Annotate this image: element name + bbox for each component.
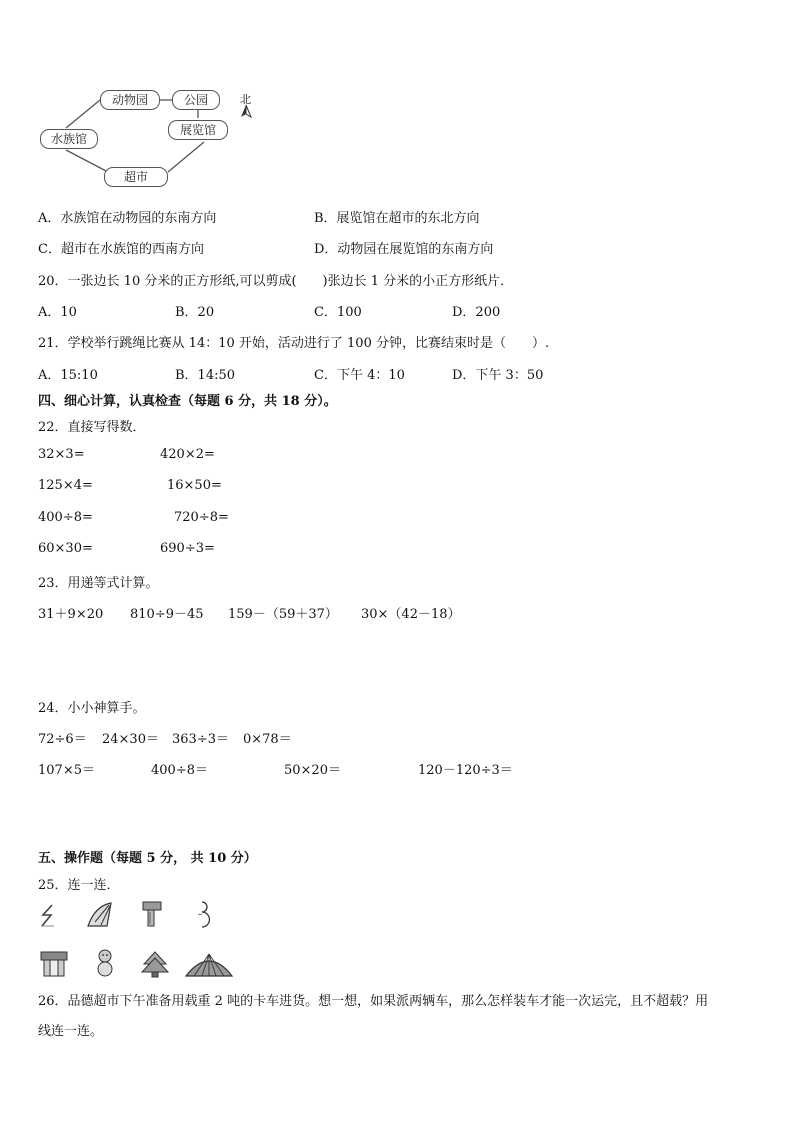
q23-item: 30×（42－18） xyxy=(361,607,461,622)
map-node-exhibition: 展览馆 xyxy=(168,120,228,140)
map-node-park: 公园 xyxy=(172,90,220,110)
q21-option-b: B．14:50 xyxy=(175,368,236,383)
q24-item: 107×5＝ xyxy=(38,763,95,778)
map-node-supermarket: 超市 xyxy=(104,167,168,187)
q24-item: 363÷3＝ xyxy=(172,732,229,747)
q20-option-c: C．100 xyxy=(314,305,362,320)
north-label: 北 xyxy=(240,93,251,106)
q24-item: 400÷8＝ xyxy=(151,763,208,778)
snowman-icon xyxy=(95,948,115,978)
q25-stem: 25．连一连． xyxy=(38,878,120,893)
q24-item: 50×20＝ xyxy=(284,763,341,778)
snowman-fragment-icon xyxy=(194,900,210,930)
north-arrow-icon xyxy=(240,104,252,118)
q21-option-c: C．下午 4：10 xyxy=(314,368,405,383)
map-node-aquarium: 水族馆 xyxy=(40,129,98,149)
q24-item: 120－120÷3＝ xyxy=(418,763,513,778)
map-node-zoo: 动物园 xyxy=(100,90,160,110)
q21-option-d: D．下午 3：50 xyxy=(452,368,544,383)
q20-option-a: A．10 xyxy=(38,305,77,320)
q22-item: 720÷8= xyxy=(174,510,229,525)
q21-stem: 21．学校举行跳绳比赛从 14：10 开始，活动进行了 100 分钟，比赛结束时是（ ）. xyxy=(38,336,550,351)
q19-option-a: A．水族馆在动物园的东南方向 xyxy=(38,211,217,226)
q19-option-c: C．超市在水族馆的西南方向 xyxy=(38,242,204,257)
q23-stem: 23．用递等式计算。 xyxy=(38,576,159,591)
q26-line-1: 26．品德超市下午准备用载重 2 吨的卡车进货。想一想，如果派两辆车，那么怎样装车才能一次运完，且不超载？用 xyxy=(38,994,709,1009)
q20-option-d: D．200 xyxy=(452,305,501,320)
q23-item: 159－（59＋37） xyxy=(228,607,338,622)
q19-option-d: D．动物园在展览馆的东南方向 xyxy=(314,242,494,257)
q19-option-b: B．展览馆在超市的东北方向 xyxy=(314,211,480,226)
direction-map xyxy=(36,86,266,194)
q22-item: 400÷8= xyxy=(38,510,93,525)
q21-option-a: A．15:10 xyxy=(38,368,98,383)
q26-line-2: 线连一连。 xyxy=(38,1024,104,1039)
umbrella-icon xyxy=(184,952,234,978)
q22-stem: 22．直接写得数． xyxy=(38,420,146,435)
section-5-title: 五、操作题（每题 5 分， 共 10 分） xyxy=(38,851,257,866)
q20-stem: 20．一张边长 10 分米的正方形纸,可以剪成( )张边长 1 分米的小正方形纸片． xyxy=(38,274,514,289)
umbrella-fragment-icon xyxy=(85,900,115,928)
q22-item: 16×50= xyxy=(167,478,222,493)
q23-item: 31＋9×20 xyxy=(38,607,104,622)
tree-icon xyxy=(140,950,170,978)
q22-item: 32×3= xyxy=(38,447,85,462)
q22-item: 690÷3= xyxy=(160,541,215,556)
q24-stem: 24．小小神算手。 xyxy=(38,701,146,716)
q24-item: 72÷6＝ xyxy=(38,732,87,747)
zigzag-fragment-icon xyxy=(38,902,58,928)
stool-icon xyxy=(39,950,69,978)
section-4-title: 四、细心计算，认真检查（每题 6 分，共 18 分）。 xyxy=(38,394,337,409)
q23-item: 810÷9－45 xyxy=(130,607,204,622)
q20-option-b: B．20 xyxy=(175,305,215,320)
stool-fragment-icon xyxy=(141,900,163,928)
q22-item: 60×30= xyxy=(38,541,93,556)
q24-item: 0×78＝ xyxy=(243,732,292,747)
q22-item: 420×2= xyxy=(160,447,215,462)
q22-item: 125×4= xyxy=(38,478,93,493)
q24-item: 24×30＝ xyxy=(102,732,159,747)
